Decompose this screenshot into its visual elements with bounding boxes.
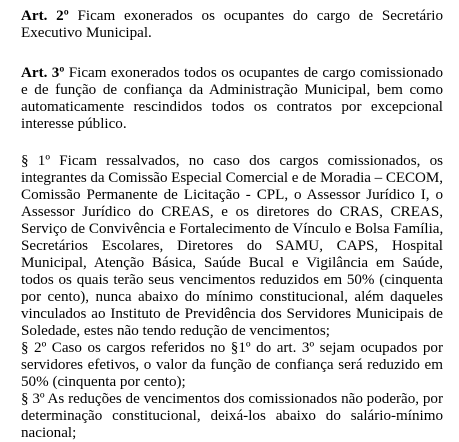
art3-line-2: e de função de confiança da Administração Municipal, bem como <box>21 82 443 98</box>
par1-line-6: Secretários Escolares, Diretores do SAMU, CAPS, Hospital <box>21 238 443 254</box>
art3-line-4: interesse público. <box>21 116 127 132</box>
par1-line-7: Municipal, Atenção Básica, Saúde Bucal e Vigilância em Saúde, <box>21 255 443 271</box>
par3-line-1: § 3º As reduções de vencimentos dos comissionados não poderão, por <box>21 391 443 407</box>
par1-line-1: § 1º Ficam ressalvados, no caso dos cargos comissionados, os <box>21 153 443 169</box>
par1-line-5: Serviço de Convivência e Fortalecimento de Vínculo e Bolsa Família, <box>21 221 444 237</box>
par1-line-10: vinculados ao Instituto de Previdência dos Servidores Municipais de <box>21 306 443 322</box>
par1-line-9: por cento), nunca abaixo do mínimo constitucional, além daqueles <box>21 289 443 305</box>
par2-line-1: § 2º Caso os cargos referidos no §1º do art. 3º sejam ocupados por <box>21 340 443 356</box>
art2-line-1: Art. 2º Ficam exonerados os ocupantes do cargo de Secretário <box>21 8 444 24</box>
art3-line-3: automaticamente rescindidos todos os contratos por excepcional <box>21 99 443 115</box>
art2-label: Art. 2º <box>21 8 69 24</box>
par1-line-4: Assessor Jurídico do CREAS, e os diretores do CRAS, CREAS, <box>21 204 443 220</box>
par3-line-3: nacional; <box>21 425 77 441</box>
par1-line-11: Soledade, estes não tendo redução de vencimentos; <box>21 323 330 339</box>
art3-line-1: Art. 3º Ficam exonerados todos os ocupantes de cargo comissionado <box>21 65 444 81</box>
par1-line-8: todos os quais terão seus vencimentos reduzidos em 50% (cinquenta <box>21 272 443 288</box>
par3-line-2: determinação constitucional, deixá-los abaixo do salário-mínimo <box>21 408 443 424</box>
art2-line-2: Executivo Municipal. <box>21 25 152 41</box>
par1-line-2: integrantes da Comissão Especial Comercial e de Moradia – CECOM, <box>21 170 443 186</box>
par2-line-3: 50% (cinquenta por cento); <box>21 374 186 390</box>
par2-line-2: servidores efetivos, o valor da função de confiança será reduzido em <box>21 357 443 373</box>
art3-label: Art. 3º <box>21 65 65 81</box>
par1-line-3: Comissão Permanente de Licitação - CPL, o Assessor Jurídico I, o <box>21 187 443 203</box>
